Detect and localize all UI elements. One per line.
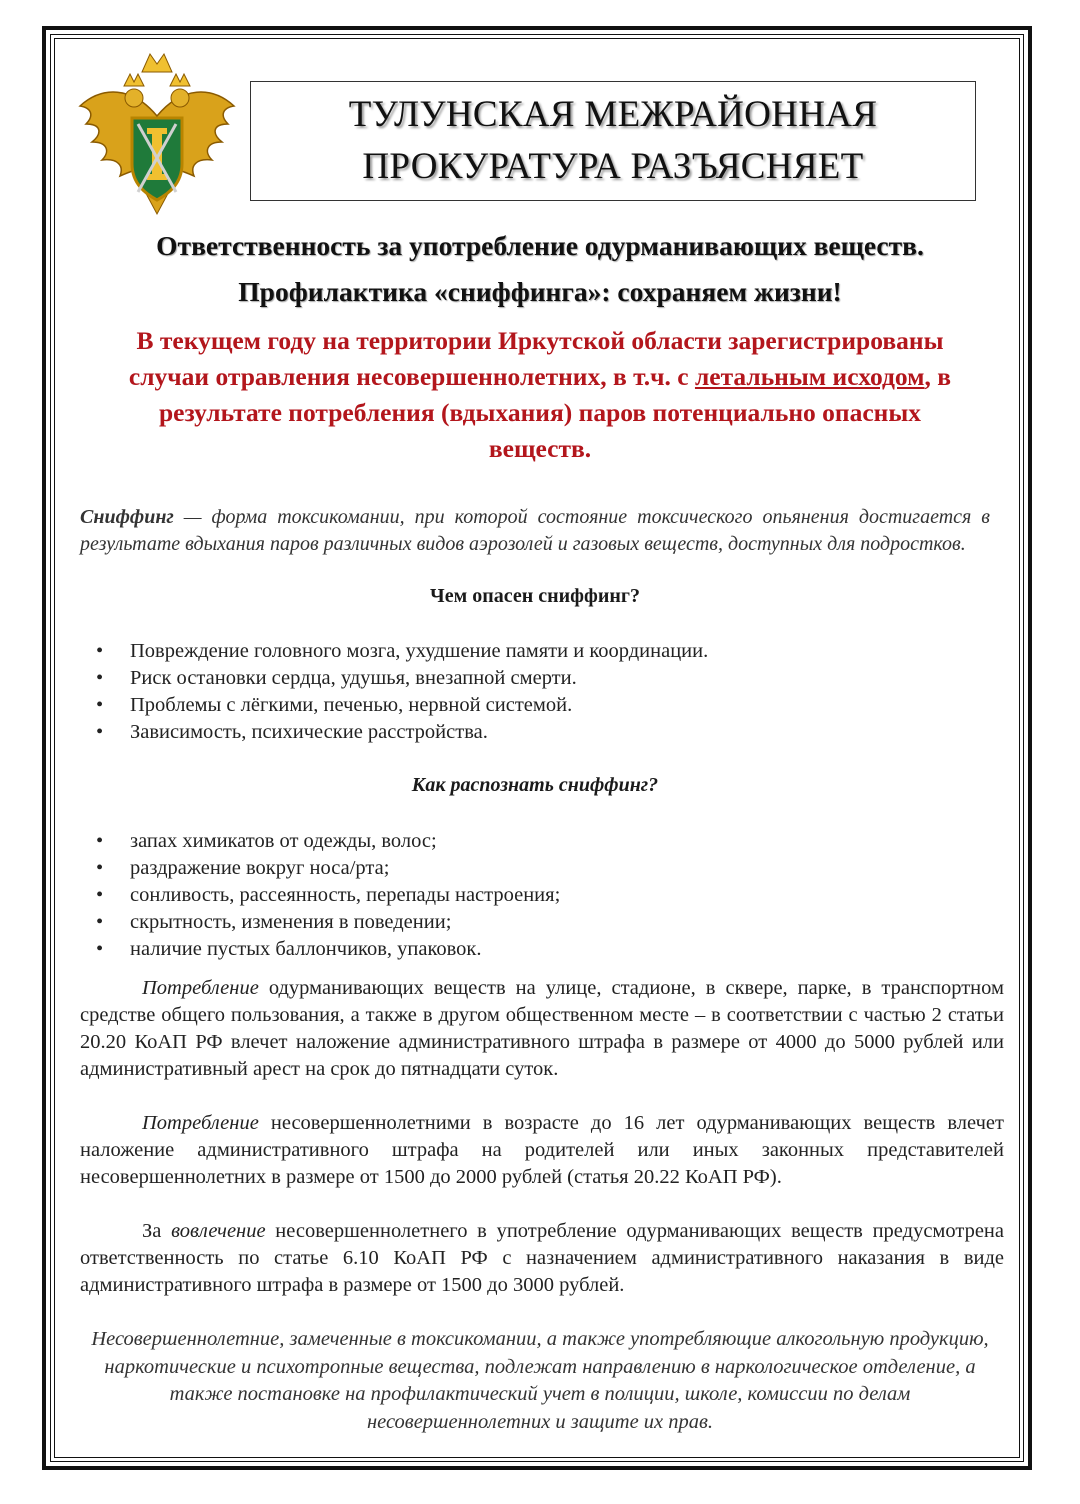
title-box	[250, 81, 976, 201]
closing-paragraph: Несовершеннолетние, замеченные в токсикомании, а также употребляющие алкогольную продукцию, наркотические и психотропные вещества, подлежат направлению в наркологическое отделение, а также постановке на профилактический учет в полиции, школе, комиссии по делам несовершеннолетних и защите их прав.	[91, 1328, 989, 1433]
p2-text: несовершеннолетними в возрасте до 16 лет одурманивающих веществ влечет наложение административного штрафа на родителей или иных законных представителей несовершеннолетних в размере от 1500 до 2000 рублей (статья 20.22 КоАП РФ).	[80, 1112, 1004, 1188]
alert-line-4: веществ.	[488, 434, 592, 463]
alert-text	[60, 323, 1020, 467]
prosecutor-emblem-icon	[72, 46, 242, 222]
list-item: • раздражение вокруг носа/рта;	[80, 855, 990, 882]
intro-text: — форма токсикомании, при которой состояние токсического опьянения достигается в результате вдыхания паров различных видов аэрозолей и газовых веществ, доступных для подростков.	[80, 506, 990, 555]
headline	[60, 223, 1020, 315]
danger-heading: Чем опасен сниффинг?	[430, 585, 640, 607]
list-item: • Риск остановки сердца, удушья, внезапной смерти.	[80, 665, 990, 692]
list-item: • сонливость, рассеянность, перепады настроения;	[80, 882, 990, 909]
title-line-2: ПРОКУРАТУРА РАЗЪЯСНЯЕТ	[362, 146, 864, 187]
list-item: • Повреждение головного мозга, ухудшение памяти и координации.	[80, 638, 990, 665]
headline-line-2: Профилактика «сниффинга»: сохраняем жизни!	[238, 276, 842, 307]
p3-text: несовершеннолетнего в употребление одурманивающих веществ предусмотрена ответственность по статье 6.10 КоАП РФ с назначением административного наказания в виде административного штрафа в размере от 1500 до 3000 рублей.	[80, 1220, 1004, 1296]
alert-line-2-end: , в	[924, 362, 952, 391]
list-item: • Зависимость, психические расстройства.	[80, 719, 990, 746]
alert-underlined: летальным исходом	[694, 362, 925, 391]
recognize-list	[80, 828, 990, 963]
danger-list	[80, 638, 990, 746]
p3-emphasis: вовлечение	[171, 1220, 266, 1242]
p1-emphasis: Потребление	[142, 977, 259, 999]
alert-line-3: результате потребления (вдыхания) паров потенциально опасных	[158, 398, 922, 427]
intro-paragraph	[80, 504, 990, 558]
intro-term: Сниффинг	[80, 506, 174, 528]
alert-line-2-start: случаи отравления несовершеннолетних, в т.ч. с	[128, 362, 695, 391]
list-item: • наличие пустых баллончиков, упаковок.	[80, 936, 990, 963]
recognize-heading: Как распознать сниффинг?	[411, 774, 659, 796]
headline-line-1: Ответственность за употребление одурманивающих веществ.	[156, 230, 924, 261]
title-line-1: ТУЛУНСКАЯ МЕЖРАЙОННАЯ	[348, 94, 878, 135]
p3-prefix: За	[142, 1220, 172, 1242]
list-item: • запах химикатов от одежды, волос;	[80, 828, 990, 855]
p1-text: одурманивающих веществ на улице, стадионе, в сквере, парке, в транспортном средстве общего пользования, а также в другом общественном месте – в соответствии с частью 2 статьи 20.20 КоАП РФ влечет наложение административного штрафа в размере от 4000 до 5000 рублей или административный арест на срок до пятнадцати суток.	[80, 977, 1004, 1080]
list-item: • скрытность, изменения в поведении;	[80, 909, 990, 936]
paragraph-involvement	[80, 1218, 1004, 1299]
alert-line-1: В текущем году на территории Иркутской области зарегистрированы	[136, 326, 944, 355]
paragraph-minors-consumption	[80, 1110, 1004, 1191]
paragraph-public-consumption	[80, 975, 1004, 1083]
p2-emphasis: Потребление	[142, 1112, 259, 1134]
list-item: • Проблемы с лёгкими, печенью, нервной системой.	[80, 692, 990, 719]
alert-line-2	[60, 359, 1020, 395]
